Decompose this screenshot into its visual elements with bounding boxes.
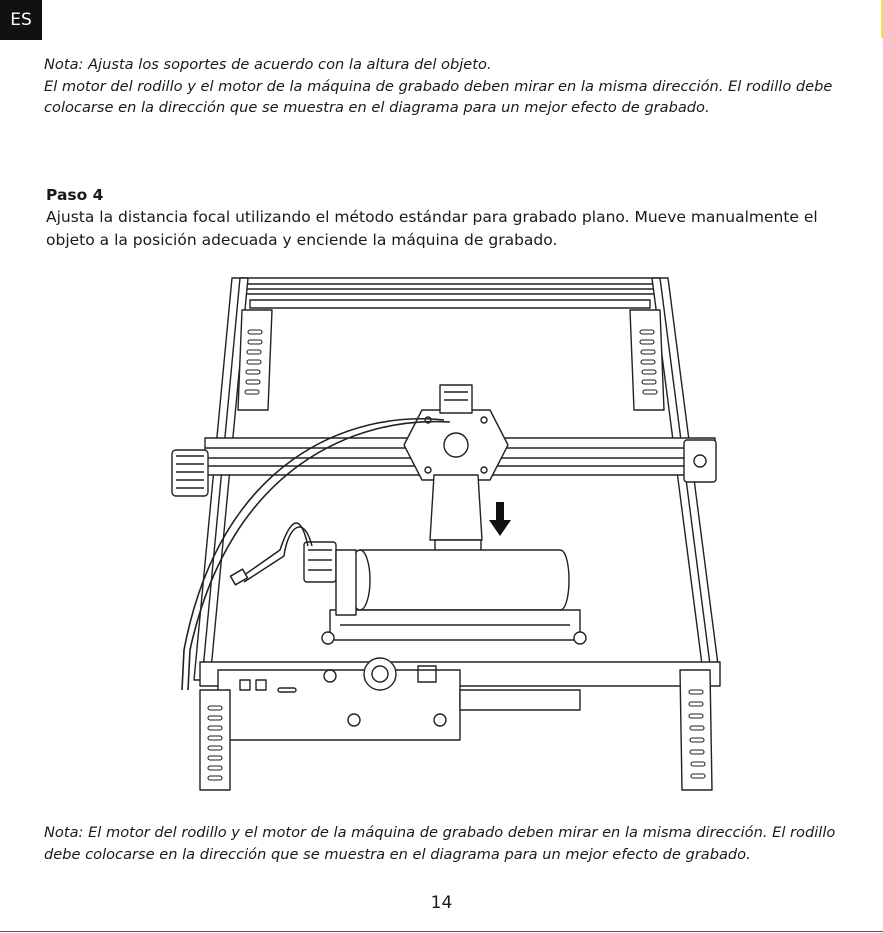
back-right-riser [630,310,664,410]
note-top-line2: El motor del rodillo y el motor de la máquina de grabado deben mirar en la misma dirección. El rodillo debe colocarse en la dirección que se muestra en el diagrama para un mejor efecto de grabado. [44,77,833,116]
laser-carriage [404,385,508,480]
bottom-rule [0,931,883,932]
step-text: Ajusta la distancia focal utilizando el método estándar para grabado plano. Mueve manualmente el objeto a la posición adecuada y enciende la máquina de grabado. [46,208,818,249]
back-rail [240,278,660,308]
note-top-line1: Nota: Ajusta los soportes de acuerdo con la altura del objeto. [44,56,492,73]
note-top [44,54,844,119]
page-number: 14 [430,893,453,913]
engraver-roller-illustration [160,270,730,795]
y-rail-extension [460,690,580,710]
down-arrow-icon [489,502,511,536]
left-y-motor [172,450,208,496]
control-box [218,658,460,740]
roller-motor [304,542,356,615]
note-bottom: Nota: El motor del rodillo y el motor de la máquina de grabado deben mirar en la misma dirección. El rodillo debe colocarse en la dirección que se muestra en el diagrama para un mejor efecto de grabado. [44,824,836,863]
step-title: Paso 4 [46,186,104,204]
cylinder-object [350,550,569,610]
back-left-riser [238,310,272,410]
language-tab: ES [0,0,42,40]
front-right-leg [680,670,712,790]
right-gantry-end [684,440,716,482]
front-left-leg [200,690,230,790]
roller-base [322,610,586,644]
roller-cable [230,523,312,585]
